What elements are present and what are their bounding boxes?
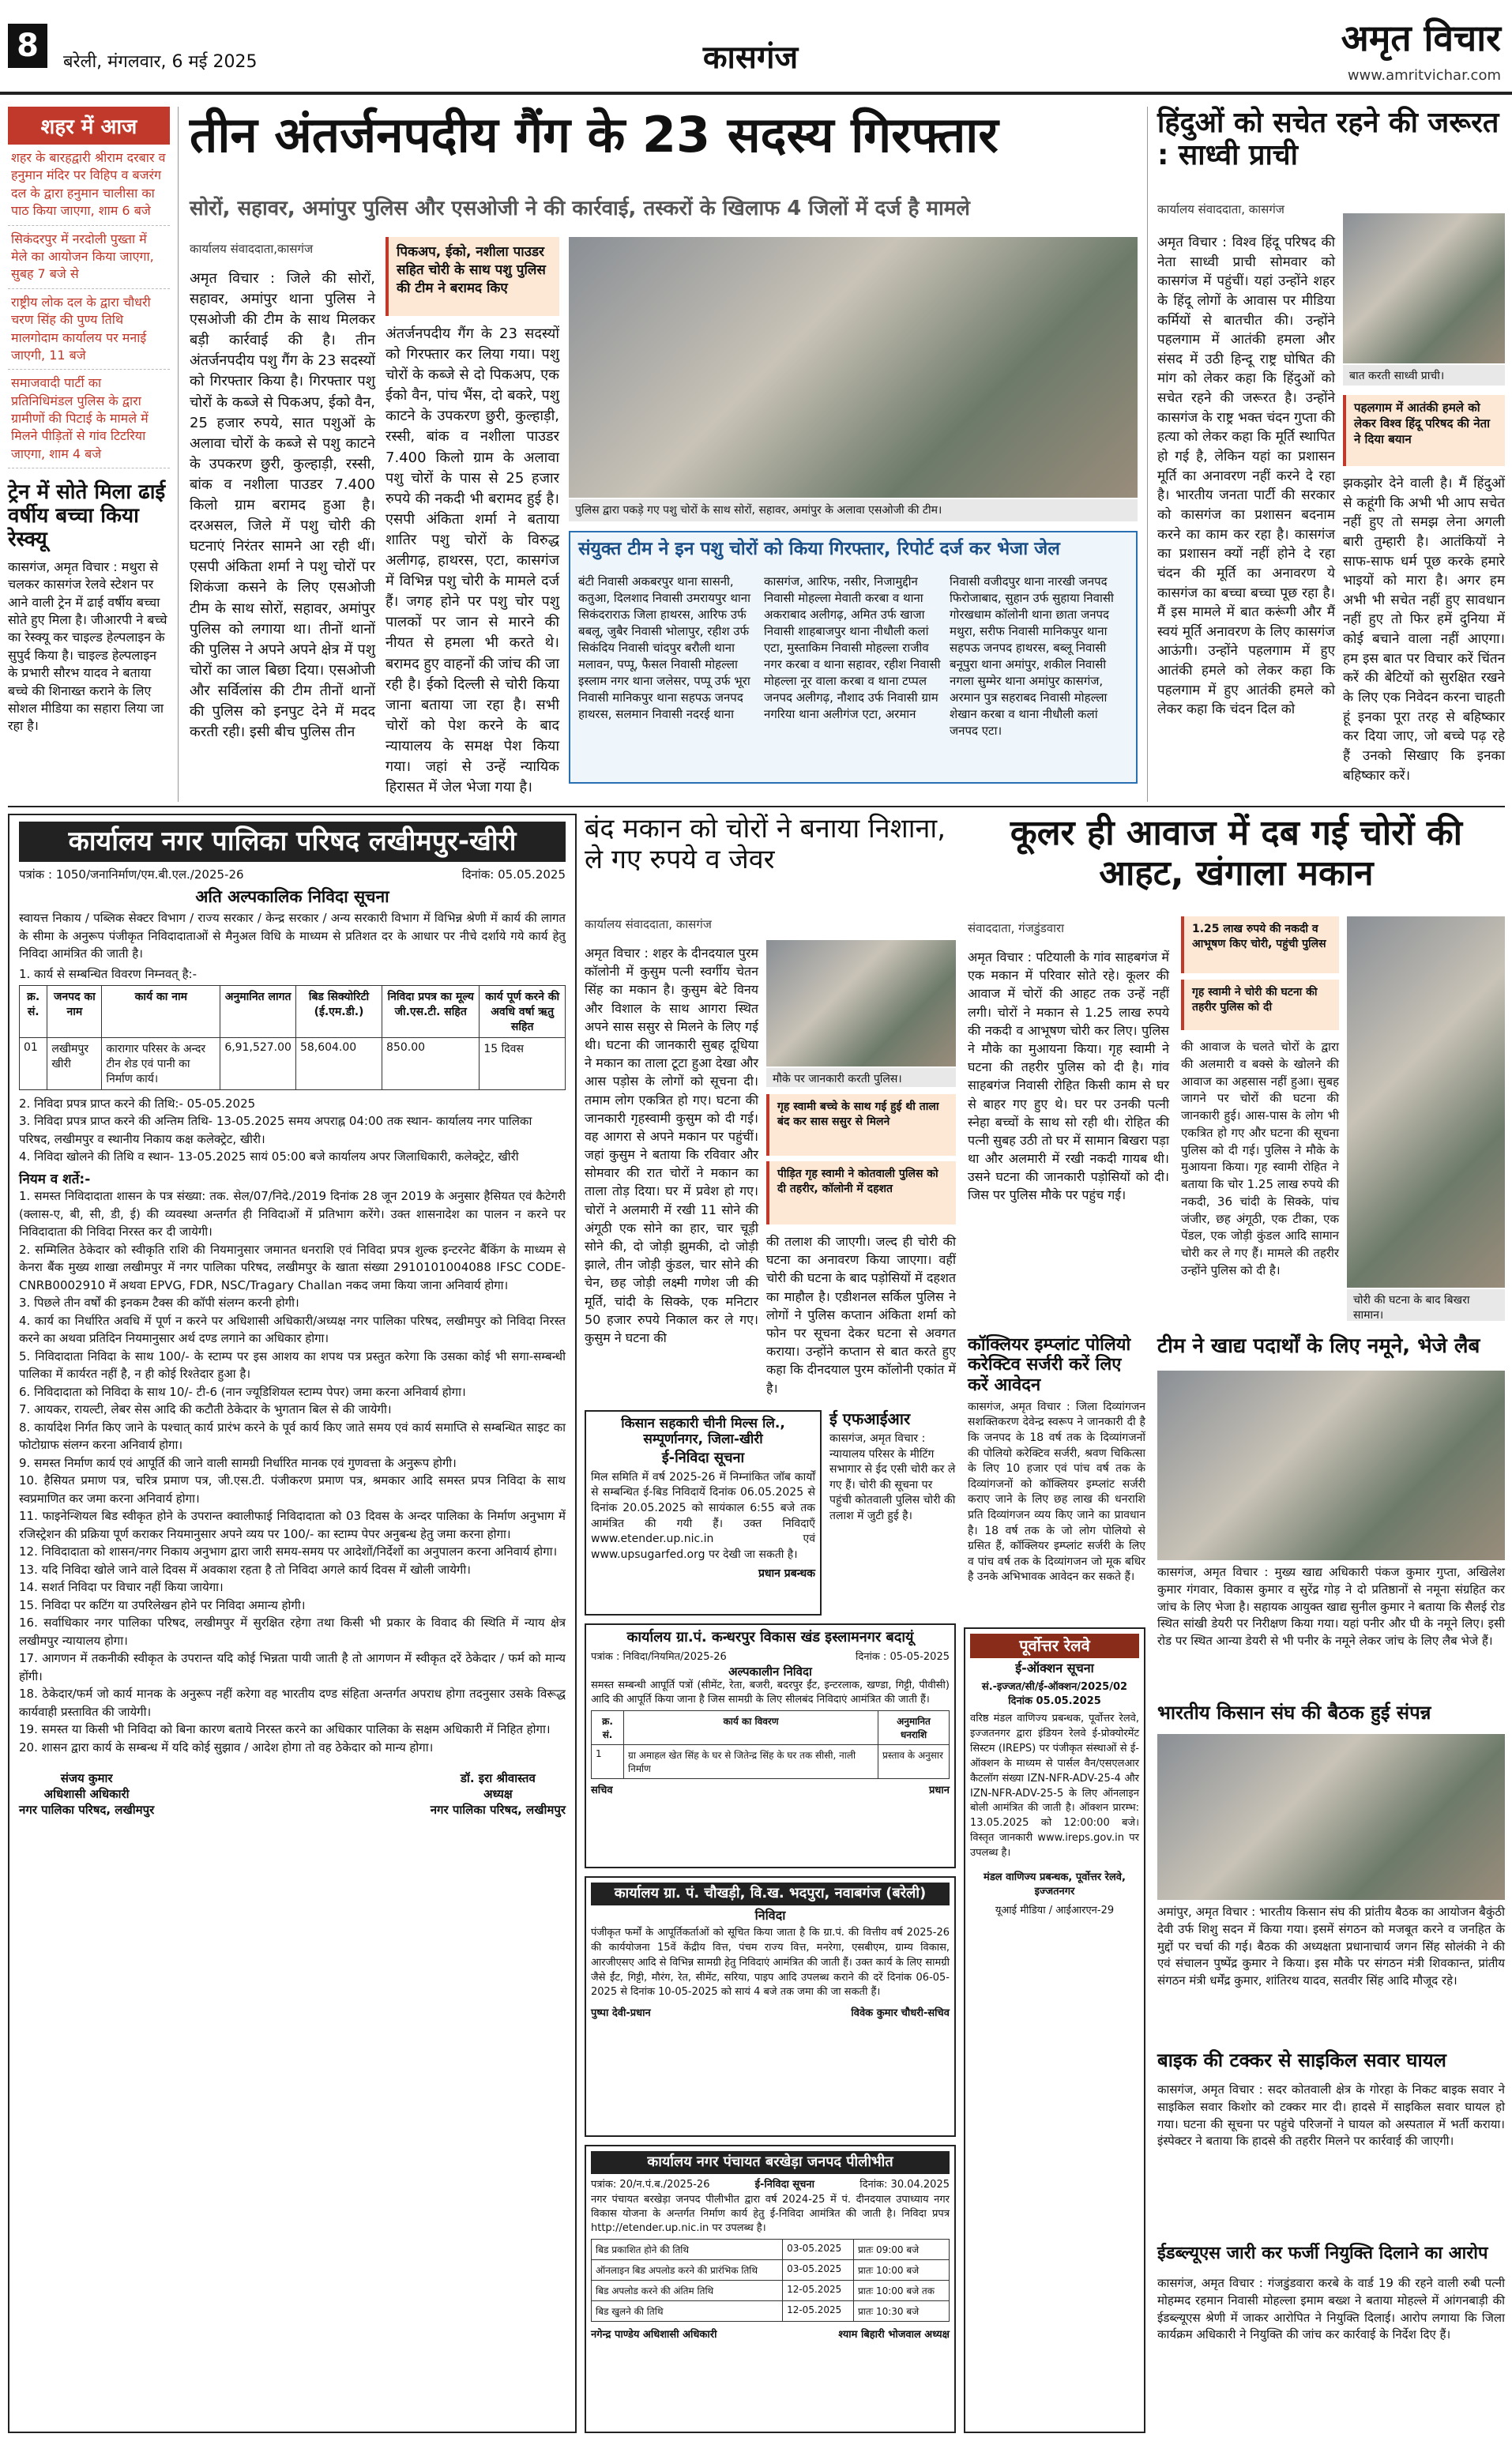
kanchanpur-sign-right: प्रधान [929, 1785, 950, 1797]
table-row [592, 2260, 950, 2281]
table-cell: 12-05.2025 [783, 2281, 854, 2301]
lead-pointer: पिकअप, ईको, नशीला पाउडर सहित चोरी के साथ पशु पुलिस की टीम ने बरामद किए [386, 237, 559, 316]
lakhimpur-notice [8, 814, 577, 2433]
table-cell: 6,91,527.00 [220, 1037, 296, 1089]
cooler-column-1: अमृत विचार : पटियाली के गांव साहबगंज में एक मकान में परिवार सोते रहे। कूलर की आवाज में चोरों की आहट तक उन्हें नहीं लगी। चोरों ने मकान से 1.25 लाख रुपये की नकदी व आभूषण चोरी कर लिए। पुलिस ने मौके का मुआयना किया। गृह स्वामी ने घटना की तहरीर पुलिस को दी है। गांव साहबगंज निवासी रोहित किसी काम से घर से बाहर गए हुए थे। घर पर उनकी पत्नी स्नेहा बच्चों के साथ सो रही थी। रोहित की पत्नी सुबह उठी तो घर में सामान बिखरा पड़ा था और अलमारी में रखी नकदी गायब थी। उसने घटना की जानकारी पड़ोसियों को दी। जिस पर पुलिस मौके पर पहुंच गई। [968, 950, 1169, 1203]
right-headline: हिंदुओं को सचेत रहने की जरूरत : साध्वी प्राची [1157, 107, 1499, 172]
kisan-body: मिल समिति में वर्ष 2025-26 में निम्नांकित जॉब कार्यों से सम्बन्धित ई-बिड निविदायें दिनांक 06.05.2025 से दिनांक 20.05.2025 को सायंकाल 6:55 बजे तक आमंत्रित की गयी हैं। उक्त निविदाएँ www.etender.up.nic.in एवं www.upsugarfed.org पर देखी जा सकती है। [591, 1470, 815, 1561]
kanchanpur-ref: पत्रांक : निविदा/नियमित/2025-26 [591, 1650, 727, 1663]
table-cell: 850.00 [382, 1037, 480, 1089]
sidebar [8, 107, 170, 802]
cooler-column-2: की आवाज के चलते चोरों के द्वारा की अलमारी व बक्से के खोलने की आवाज का अहसास नहीं हुआ। सुबह जागने पर चोरों की घटना की जानकारी हुई। आस-पास के लोग भी एकत्रित हो गए और घटना की सूचना पुलिस को दी गई। पुलिस ने मौके के मुआयना किया। गृह स्वामी रोहित ने बताया कि चोर 1.25 लाख रुपये की नकदी, 36 चांदी के सिक्के, पांच जंजीर, छह अंगूठी, एक टीका, एक पेंडल, एक जोड़ी कुंडल आदि सामान चोरी कर ले गए हैं। मामले की तहरीर उन्होंने पुलिस को दी है। [1181, 1040, 1339, 1277]
right-column-2: झकझोर देने वाली है। मैं हिंदुओं से कहूंगी कि अभी भी आप सचेत नहीं हुए तो समझ लेना अगली बारी तुम्हारी है। आतंकियों ने साफ-साफ धर्म पूछ करके हमारे भाइयों को मारा है। अगर हम अभी भी सचेत नहीं हुए सावधान नहीं हुए तो फिर हमें दुनिया में कोई बचाने वाला नहीं आएगा। हम इस बात पर विचार करें चिंतन करें की बेटियों को सुरक्षित रखने के लिए एक निवेदन करना चाहती हूं इनका पूरा तरह से बहिष्कार कर दिया जाए, जो बच्चे पढ़ रहे हैं उनको सिखाए कि इनका बहिष्कार करें। [1343, 476, 1505, 784]
sidebar-item: सिकंदरपुर में नरदोली पुख्ता में मेले का आयोजन किया जाएगा, सुबह 7 बजे से [8, 226, 170, 289]
table-cell: 58,604.00 [295, 1037, 382, 1089]
table-row [592, 2240, 950, 2260]
table-cell: बिड अपलोड करने की अंतिम तिथि [592, 2281, 783, 2301]
table-header: अनुमानित धनराशि [878, 1711, 950, 1745]
signature-left [19, 1770, 154, 1818]
barkheda-schedule [591, 2239, 950, 2322]
barkheda-title: कार्यालय नगर पंचायत बरखेड़ा जनपद पीलीभीत [591, 2151, 950, 2174]
rule-item: 6. निविदादाता को निविदा के साथ 10/- टी-6 (नान ज्यूडिशियल स्टाम्प पेपर) जमा करना अनिवार्य होगा। [19, 1384, 466, 1399]
table-cell: 1 [592, 1745, 624, 1779]
kisan-sangh-photo [1157, 1734, 1505, 1900]
kisan-sign: प्रधान प्रबन्धक [758, 1567, 815, 1581]
theft-column-2: की तलाश की जाएगी। जल्द ही चोरी की घटना का अनावरण किया जाएगा। वहीं चोरी की घटना के बाद पड़ोसियों में दहशत का माहौल है। एडीशनल सर्किल पुलिस ने लोगों ने पुलिस कप्तान अंकिता शर्मा को फोन पर सूचना देकर घटना से अवगत कराया। उन्होंने कप्तान से बात करते हुए कहा कि दीनदयाल पुरम कॉलोनी एकांत में है। [766, 1234, 956, 1396]
table-header: कार्य का नाम [102, 985, 220, 1037]
chaukhadi-sign-left: पुष्पा देवी-प्रधान [591, 2007, 651, 2020]
food-body: कासगंज, अमृत विचार : मुख्य खाद्य अधिकारी पंकज कुमार गुप्ता, अखिलेश कुमार गंगवार, विकास कुमार व सुरेंद्र गोड़ ने दो प्रतिष्ठानों से नमूना संग्रहित कर जांच के लिए भेजा है। सहायक आयुक्त खाद्य सुनील कुमार ने बताया कि सैलई रोड स्थित सांखी डेयरी पर निरीक्षण किया गया। यहां पनीर और घी के नमूने लिए। इसी रोड पर स्थित आन्या डेयरी से भी पनीर के नमूने लेकर जांच के लिए लैब भेजे हैं। [1157, 1565, 1505, 1648]
rules-title: नियम व शर्ते:- [19, 1171, 91, 1187]
theft-column-1: अमृत विचार : शहर के दीनदयाल पुरम कॉलोनी में कुसुम पत्नी स्वर्गीय चेतन सिंह का मकान है। कुसुम बेटे विनय और विशाल के साथ आगरा स्थित अपने सास ससुर से मिलने के लिए गई थी। घटना की जानकारी सुबह दूधिया ने मकान का ताला टूटा हुआ देखा और आस पड़ोस के लोगों को सूचना दी। तमाम लोग एकत्रित हो गए। घटना की जानकारी गृहस्वामी कुसुम को दी गई। वह आगरा से अपने मकान पर पहुंचीं। जहां कुसुम ने बताया कि रविवार और सोमवार की रात चोरों ने मकान का ताला तोड़ दिया। घर में प्रवेश हो गए। चोरों ने अलमारी में रखी 11 सोने की अंगूठी एक सोने का हार, चार चूड़ी सोने की, दो जोड़ी झुमकी, दो जोड़ी झाले, तीन जोड़ी कुंडल, चार सोने की चेन, छह जोड़ी लक्ष्मी गणेश जी की मूर्ति, चांदी के सिक्के, एक मनिटार 50 हजार रुपये निकाल कर ले गए। कुसुम ने घटना की [585, 946, 758, 1345]
kisan-sangh-headline: भारतीय किसान संघ की बैठक हुई संपन्न [1157, 1702, 1431, 1724]
theft-photo [766, 940, 956, 1066]
divider [1147, 107, 1148, 802]
rule-item: 13. यदि निविदा खोले जाने वाले दिवस में अवकाश रहता है तो निविदा अगले कार्य दिवस में खोली जायेगी। [19, 1562, 471, 1577]
notice-subtitle: अति अल्पकालिक निविदा सूचना [195, 887, 389, 907]
rule-item: 1. समस्त निविदादाता शासन के पत्र संख्या: तक. सेल/07/निदे./2019 दिनांक 28 जून 2019 के अनुसार हैसियत एवं कैटेगरी (क्लास-ए, बी, सी, डी, ई) की व्यवस्था अन्तर्गत ही निविदाओं में प्रतिभाग करेंगे। उक्त शासनादेश का पालन न करने पर निविदादाता की निविदा निरस्त कर दी जायेगी। [19, 1189, 566, 1239]
right-byline: कार्यालय संवाददाता, कासगंज [1157, 202, 1284, 216]
masthead [0, 0, 1512, 95]
railway-body: वरिष्ठ मंडल वाणिज्य प्रबन्धक, पूर्वोत्तर रेलवे, इज्जतनगर द्वारा इंडियन रेलवे ई-प्रोक्योरमेंट सिस्टम (IREPS) पर पंजीकृत संस्थाओं से ई-ऑक्शन के माध्यम से पार्सल वैन/एसएलआर कैटलॉग संख्या IZN-NFR-ADV-25-4 और IZN-NFR-ADV-25-5 के लिए ऑनलाइन बोली आमंत्रित की जाती है। ऑक्शन प्रारम्भ: 13.05.2025 को 12:00:00 बजे। विस्तृत जानकारी www.ireps.gov.in पर उपलब्ध है। [970, 1713, 1139, 1859]
rule-item: 10. हैसियत प्रमाण पत्र, चरित्र प्रमाण पत्र, जी.एस.टी. पंजीकरण प्रमाण पत्र, श्रमकार आदि समस्त प्रपत्र निविदा के साथ स्वप्रमाणित कर जमा करना अनिवार्य होगा। [19, 1473, 566, 1506]
theft-byline: कार्यालय संवाददाता, कासगंज [585, 917, 712, 931]
cooler-byline: संवाददाता, गंजडुंडवारा [968, 921, 1065, 935]
lead-photo [569, 237, 1138, 498]
theft-photo-caption: मौके पर जानकारी करती पुलिस। [766, 1068, 956, 1087]
theft-pointer-1: गृह स्वामी बच्चे के साथ गई हुई थी ताला बंद कर सास ससुर से मिलने [766, 1094, 956, 1156]
rule-item: 4. कार्य का निर्धारित अवधि में पूर्ण न करने पर अधिशासी अधिकारी/अध्यक्ष नगर पालिका परिषद, लखीमपुर को निविदा निरस्त करने का अथवा प्रतिदिन नियमानुसार अर्थ दण्ड लगाने का अधिकार होगा। [19, 1313, 566, 1346]
food-photo [1157, 1371, 1505, 1560]
cooler-pointer-2: गृह स्वामी ने चोरी की घटना की तहरीर पुलिस को दी [1181, 980, 1339, 1030]
table-row [592, 1745, 950, 1779]
kisan-title: किसान सहकारी चीनी मिल्स लि., सम्पूर्णानगर, जिला-खीरी [621, 1416, 785, 1447]
rule-item: 2. सम्मिलित ठेकेदार को स्वीकृति राशि की नियमानुसार जमानत धनराशि एवं निविदा प्रपत्र शुल्क इन्टरनेट बैंकिंग के माध्यम से केनरा बैंक मुख्य शाखा लखीमपुर में नगर पालिका परिषद, लखीमपुर के खाता संख्या 2910101004088 IFSC CODE- CNRB0002910 में अथवा EPVG, FDR, NSC/Tragary Challan नकद जमा किया जाना अनिवार्य होगा। [19, 1242, 566, 1292]
efir-headline: ई एफआईआर [829, 1409, 911, 1428]
kisan-subtitle: ई-निविदा सूचना [661, 1450, 745, 1467]
divider [8, 806, 1505, 807]
table-cell: 01 [20, 1037, 47, 1089]
railway-ref: सं.-इज्जत/सी/ई-ऑक्शन/2025/02 दिनांक 05.05.2025 [981, 1681, 1128, 1708]
notice-date: दिनांक: 05.05.2025 [461, 867, 566, 882]
sidebar-item: समाजवादी पार्टी का प्रतिनिधिमंडल पुलिस के द्वारा ग्रामीणों की पिटाई के मामले में मिलने पीड़ितों से गांव टिटरिया जाएगा, शाम 4 बजे [8, 370, 170, 468]
chaukhadi-title: कार्यालय ग्रा. पं. चौखड़ी, वि.ख. भदपुरा, नवाबगंज (बरेली) [591, 1883, 950, 1905]
barkheda-notice [585, 2145, 956, 2433]
divyang-body: कासगंज, अमृत विचार : जिला दिव्यांगजन सशक्तिकरण देवेन्द्र स्वरूप ने जानकारी दी है कि जनपद के 18 वर्ष तक के दिव्यांगजनों की पोलियो करेक्टिव सर्जरी, श्रवण चिकित्सा के लिए 10 हजार एवं पांच वर्ष तक के दिव्यांगजनों को कॉक्लियर इम्प्लांट सर्जरी कराए जाने के लिए छह लाख की धनराशि प्रति दिव्यांगजन व्यय किए जाने का प्रावधान है। 18 वर्ष तक के जो लोग पोलियो से ग्रसित हैं, कॉक्लियर इम्प्लांट सर्जरी के लिए व पांच वर्ष तक के दिव्यांगजन जो मूक बधिर है उनके अभिभावक आवेदन कर सकते हैं। [968, 1400, 1145, 1584]
sidebar-item: शहर के बारहद्वारी श्रीराम दरबार व हनुमान मंदिर पर विहिप व बजरंग दल के द्वारा हनुमान चालीसा का पाठ किया जाएगा, शाम 6 बजे [8, 145, 170, 226]
rule-item: 12. निविदादाता को शासन/नगर निकाय अनुभाग द्वारा जारी समय-समय पर आदेशों/निर्देशों का अनुपालन करना अनिवार्य होगा। [19, 1544, 558, 1559]
team-col-1: बंटी निवासी अकबरपुर थाना सासनी, कतुआ, दिलशाद निवासी उमरायपुर थाना सिकंदराराऊ जिला हाथरस, आरिफ उर्फ बबलू, जुबैर निवासी भोलापुर, रहीश उर्फ सिकंदिय निवासी चांदपुर बरौली थाना मलावन, पप्पू, फैसल निवासी मोहल्ला इस्लाम नगर थाना जलेसर, पप्पू उर्फ भूरा निवासी मानिकपुर थाना सहपऊ जनपद हाथरस, सलमान निवासी नदरई थाना [578, 574, 751, 721]
sidebar-story-headline: ट्रेन में सोते मिला ढाई वर्षीय बच्चा किया रेस्क्यू [8, 480, 166, 552]
table-cell: प्रातः 10:30 बजे [853, 2301, 949, 2322]
table-row [592, 2301, 950, 2322]
rule-item: 3. पिछले तीन वर्षों की इनकम टैक्स की कॉपी संलग्न करनी होगी। [19, 1296, 299, 1311]
signature-title: अध्यक्ष [483, 1787, 513, 1802]
cooler-photo-caption: चोरी की घटना के बाद बिखरा सामान। [1347, 1289, 1505, 1321]
right-photo [1343, 213, 1505, 363]
rule-item: 7. आयकर, रायल्टी, लेबर सेस आदि की कटौती ठेकेदार के भुगतान बिल से की जायेगी। [19, 1402, 392, 1417]
rule-item: 16. सर्वाधिकार नगर पालिका परिषद, लखीमपुर में सुरक्षित रहेगा तथा किसी भी प्रकार के विवाद की स्थिति में न्याय क्षेत्र लखीमपुर न्यायालय होगा। [19, 1616, 566, 1648]
team-col-2: कासगंज, आरिफ, नसीर, निजामुद्दीन निवासी मोहल्ला मेवाती करबा व थाना अकराबाद अलीगढ़, अमित उर्फ खाजा निवासी शाहबाजपुर थाना नीधौली कलां एटा, मुस्ताकिम निवासी मोहल्ला राजीव नगर करबा व थाना सहावर, रहीश निवासी मोहल्ला नूर वाला करबा व थाना टप्पल जनपद अलीगढ़, नौशाद उर्फ निवासी ग्राम नगरिया थाना अलीगंज एटा, अरमान [764, 574, 941, 721]
table-header: कार्य पूर्ण करने की अवधि वर्षा ऋतु सहित [480, 985, 566, 1037]
bike-headline: बाइक की टक्कर से साइकिल सवार घायल [1157, 2049, 1446, 2071]
barkheda-date: दिनांक: 30.04.2025 [859, 2178, 950, 2191]
table-row [20, 1037, 566, 1089]
table-header: निविदा प्रपत्र का मूल्य जी.एस.टी. सहित [382, 985, 480, 1037]
rule-item: 8. कार्यादेश निर्गत किए जाने के पश्चात् कार्य प्रारंभ करने के पूर्व कार्य किए जाते समय एवं कार्य समाप्ति से सम्बन्धित साइट का फोटोग्राफ संलग्न करना अनिवार्य होगा। [19, 1420, 566, 1453]
table-header: कार्य का विवरण [624, 1711, 878, 1745]
dateline: बरेली, मंगलवार, 6 मई 2025 [63, 52, 258, 72]
kanchanpur-subtitle: अल्पकालीन निविदा [728, 1664, 812, 1679]
notice-table [19, 985, 566, 1090]
kisan-notice [585, 1410, 822, 1616]
barkheda-ref: पत्रांक: 20/न.पं.ब./2025-26 [591, 2178, 710, 2191]
notice-table-heading: 1. कार्य से सम्बन्धित विवरण निम्नवत् है:- [19, 966, 197, 981]
table-cell: 03-05.2025 [783, 2260, 854, 2281]
right-column-1: अमृत विचार : विश्व हिंदू परिषद की नेता साध्वी प्राची सोमवार को कासगंज में पहुंचीं। यहां उन्होंने शहर के हिंदू लोगों के आवास पर मीडिया कर्मियों से बातचीत की। उन्होंने पहलगाम में आतंकी हमला और संसद में उठी हिन्दू राष्ट्र घोषित की मांग को लेकर कहा कि हिंदुओं को सचेत रहने की जरूरत है। उन्होंने कासगंज के राष्ट्र भक्त चंदन गुप्ता की हत्या को लेकर कहा कि मूर्ति स्थापित हो गई है, लेकिन यहां का प्रशासन मूर्ति का अनावरण नहीं करने दे रहा है। भारतीय जनता पार्टी की सरकार को कासगंज का प्रशासन बदनाम करने का काम कर रहा है। कासगंज का प्रशासन क्यों नहीं होने दे रहा चंदन की मूर्ति का अनावरण ये कासगंज का बच्चा बच्चा पूछ रहा है। मैं इस मामले में बात करूंगी और मैं स्वयं मूर्ति अनावरण के लिए कासगंज आऊंगी। उन्होंने पहलगाम में हुए आतंकी हमले को लेकर कहा कि पहलगाम में हुए आतंकी हमले को लेकर कहा कि चंदन दिल को [1157, 235, 1335, 718]
efir-story [829, 1410, 956, 1616]
railway-subtitle: ई-ऑक्शन सूचना [1015, 1661, 1094, 1676]
team-box [569, 531, 1138, 784]
kanchanpur-date: दिनांक : 05-05-2025 [855, 1650, 950, 1663]
table-cell: प्रातः 09:00 बजे [853, 2240, 949, 2260]
bike-body: कासगंज, अमृत विचार : सदर कोतवाली क्षेत्र के गोरहा के निकट बाइक सवार ने साइकिल सवार किशोर को टक्कर मार दी। हादसे में साइकिल सवार घायल हो गया। घटना की सूचना पर पहुंचे परिजनों ने घायल को अस्पताल में भर्ती कराया। इंस्पेक्टर ने बताया कि हादसे की तहरीर मिलने पर कार्रवाई की जाएगी। [1157, 2082, 1505, 2149]
section-title: कासगंज [702, 39, 799, 76]
kanchanpur-notice [585, 1623, 956, 1868]
table-cell: प्रातः 10:00 बजे तक [853, 2281, 949, 2301]
railway-sign: मंडल वाणिज्य प्रबन्धक, पूर्वोत्तर रेलवे, इज्जतनगर [984, 1871, 1126, 1898]
rule-item: 9. समस्त निर्माण कार्य एवं आपूर्ति की जाने वाली सामग्री निर्धारित मानक एवं गुणवत्ता के अनुरूप होगी। [19, 1455, 457, 1470]
barkheda-body: नगर पंचायत बरखेड़ा जनपद पीलीभीत द्वारा वर्ष 2024-25 में पं. दीनदयाल उपाध्याय नगर विकास योजना के अन्तर्गत निर्माण कार्य हेतु ई-निविदा आमंत्रित की जाती है। निविदा प्रपत्र http://etender.up.nic.in पर उपलब्ध है। [591, 2193, 950, 2235]
page-number: 8 [8, 24, 47, 68]
signature-right [431, 1770, 566, 1818]
food-headline: टीम ने खाद्य पदार्थों के लिए नमूने, भेजे लैब [1157, 1334, 1480, 1358]
table-cell: 03-05.2025 [783, 2240, 854, 2260]
table-cell: 12-05.2025 [783, 2301, 854, 2322]
lead-headline: तीन अंतर्जनपदीय गैंग के 23 सदस्य गिरफ्तार [190, 106, 999, 164]
signature-org: नगर पालिका परिषद, लखीमपुर [19, 1803, 155, 1818]
notice-title: कार्यालय नगर पालिका परिषद लखीमपुर-खीरी [19, 822, 566, 862]
table-cell: बिड प्रकाशित होने की तिथि [592, 2240, 783, 2260]
kanchanpur-sign-left: सचिव [591, 1785, 613, 1797]
website: www.amritvichar.com [1347, 67, 1501, 84]
officer-body: कासगंज, अमृत विचार : गंजडुंडवारा करबे के वार्ड 19 की रहने वाली रुबी पत्नी मोहम्मद रहमान निवासी मोहल्ला इमाम बख्श ने बताया मोहल्ले में आंगनबाड़ी की ईडब्ल्यूएस श्रेणी में जाकर आरोपित ने नियुक्ति दिलाई। आरोप लगाया कि जिला कार्यक्रम अधिकारी ने नियुक्ति की जांच कर कार्रवाई के निर्देश दिए हैं। [1157, 2276, 1505, 2342]
signature-org: नगर पालिका परिषद, लखीमपुर [430, 1803, 566, 1818]
barkheda-subtitle: ई-निविदा सूचना [754, 2178, 815, 2191]
chaukhadi-sign-right: विवेक कुमार चौधरी-सचिव [851, 2007, 950, 2020]
rule-item: 14. सशर्त निविदा पर विचार नहीं किया जायेगा। [19, 1580, 224, 1595]
rule-item: 18. ठेकेदार/फर्म जो कार्य मानक के अनुरूप नहीं करेगा वह भारतीय दण्ड संहिता अन्तर्गत अपराध होगा तदनुसार उसके विरूद्ध कार्यवाही प्रस्तावित की जायेगी। [19, 1687, 566, 1719]
table-row [592, 2281, 950, 2301]
team-col-3: निवासी वजीदपुर थाना नारखी जनपद फिरोजाबाद, सुहान उर्फ सुहाया निवासी गोरखधाम कॉलोनी थाना छाता जनपद मथुरा, सरीफ निवासी मानिकपुर थाना सहपऊ जनपद हाथरस, बब्लू निवासी बनूपुरा थाना अमांपुर, शकील निवासी नगला सुम्मेर थाना अमांपुर कासगंज, अरमान पुत्र सहराबद निवासी मोहल्ला शेखान करबा व थाना नीधौली कलां जनपद एटा। [950, 574, 1114, 738]
lead-photo-caption: पुलिस द्वारा पकड़े गए पशु चोरों के साथ सोरों, सहावर, अमांपुर के अलावा एसओजी की टीम। [569, 499, 1138, 521]
table-cell: 15 दिवस [480, 1037, 566, 1089]
officer-headline: ईडब्ल्यूएस जारी कर फर्जी नियुक्ति दिलाने का आरोप [1157, 2244, 1488, 2263]
table-header: क्र. सं. [592, 1711, 624, 1745]
kisan-sangh-body: अमांपुर, अमृत विचार : भारतीय किसान संघ की प्रांतीय बैठक का आयोजन बैकुंठी देवी उर्फ शिशु सदन में किया गया। इसमें संगठन को मजबूत करने व जनहित के मुद्दों पर चर्चा की गई। बैठक की अध्यक्षता प्रधानाचार्य जगन सिंह सोलंकी ने की एवं संचालन पुष्पेंद्र कुमार ने किया। इस मौके पर संगठन मंत्री शिवकान्त, प्रांतीय संगठन मंत्री धर्मेंद्र कुमार, शांतिरथ यादव, सतवीर सिंह आदि मौजूद रहे। [1157, 1905, 1505, 1988]
table-header: अनुमानित लागत [220, 985, 296, 1037]
railway-notice [964, 1627, 1145, 2433]
table-cell: बिड खुलने की तिथि [592, 2301, 783, 2322]
lead-column-1: अमृत विचार : जिले की सोरों, सहावर, अमांपुर थाना पुलिस ने एसओजी की टीम के साथ मिलकर बड़ी कार्रवाई की है। तीन अंतर्जनपदीय पशु गैंग के 23 सदस्यों को गिरफ्तार किया है। गिरफ्तार पशु चोरों के कब्जे से पिकअप, ईको वैन, 25 हजार रुपये, सात पशुओं के अलावा चोरों के कब्जे से पशु काटने के उपकरण छुरी, कुल्हाड़ी, रस्सी, बांक व नशीला पाउडर 7.400 किलो ग्राम बरामद हुआ है। दरअसल, जिले में पशु चोरी की घटनाएं निरंतर सामने आ रही थीं। एसपी अंकिता शर्मा ने पशु चोरों पर शिकंजा कसने के लिए एसओजी टीम के साथ सोरों, सहावर, अमांपुर पुलिस को लगाया था। तीनों थानों की पुलिस ने अपने अपने क्षेत्र में पशु चोरों का जाल बिछा दिया। एसओजी और सर्विलांस की टीम तीनों थानों की पुलिस को इनपुट देने में मदद करती रही। इसी बीच पुलिस तीन [190, 270, 375, 741]
lead-byline: कार्यालय संवाददाता,कासगंज [190, 242, 314, 256]
table-cell: प्रातः 10:00 बजे [853, 2260, 949, 2281]
notice-line: 4. निविदा खोलने की तिथि व स्थान- 13-05.2025 सायं 05:00 बजे कार्यालय अपर जिलाधिकारी, कलेक्ट्रेट, खीरी [19, 1149, 519, 1164]
signature-title: अधिशासी अधिकारी [43, 1787, 130, 1802]
railway-footer: यूआई मीडिया / आईआरएन-29 [995, 1904, 1115, 1917]
table-cell: प्रस्ताव के अनुसार [878, 1745, 950, 1779]
right-photo-caption: बात करती साध्वी प्राची। [1343, 365, 1505, 386]
chaukhadi-body: पंजीकृत फर्मों के आपूर्तिकर्ताओं को सूचित किया जाता है कि ग्रा.पं. की वित्तीय वर्ष 2025-26 की कार्ययोजना 15वें केंद्रीय वित्त, पंचम राज्य वित्त, मनरेगा, एसबीएम, ग्राम्य विकास, आरजीएसए आदि से विभिन्न सामग्री हेतु निविदाएं आमंत्रित की जाती हैं। उक्त कार्य के लिए सामग्री जैसे ईंट, गिट्टी, मौरंग, रेत, सीमेंट, सरिया, पाइप आदि उपलब्ध कराने की दरें दिनांक 06-05-2025 से दिनांक 10-05-2025 को सायं 4 बजे तक जमा की जा सकती हैं। [591, 1927, 950, 1999]
right-pointer: पहलगाम में आतंकी हमले को लेकर विश्व हिंदू परिषद की नेता ने दिया बयान [1343, 395, 1505, 466]
rule-item: 15. निविदा पर कटिंग या उपरिलेखन होने पर निविदा अमान्य होगी। [19, 1597, 306, 1612]
cooler-pointer-1: 1.25 लाख रुपये की नकदी व आभूषण किए चोरी, पहुंची पुलिस [1181, 916, 1339, 973]
efir-body: कासगंज, अमृत विचार : न्यायालय परिसर के मीटिंग सभागार से ईद एसी चोरी कर ले गए हैं। चोरी की सूचना पर पहुंची कोतवाली पुलिस चोरी की तलाश में जुटी हुई है। [829, 1432, 956, 1522]
lead-subheadline: सोरों, सहावर, अमांपुर पुलिस और एसओजी ने की कार्रवाई, तस्करों के खिलाफ 4 जिलों में दर्ज है मामले [190, 197, 970, 220]
divyang-headline: कॉक्लियर इम्प्लांट पोलियो करेक्टिव सर्जरी करें लिए करें आवेदन [968, 1335, 1131, 1395]
notice-ref: पत्रांक : 1050/जनानिर्माण/एम.बी.एल./2025-26 [19, 867, 244, 882]
kanchanpur-table [591, 1710, 950, 1779]
cooler-photo [1347, 916, 1505, 1288]
sidebar-item: राष्ट्रीय लोक दल के द्वारा चौधरी चरण सिंह की पुण्य तिथि मालगोदाम कार्यालय पर मनाई जाएगी, 11 बजे [8, 289, 170, 371]
team-box-headline: संयुक्त टीम ने इन पशु चोरों को किया गिरफ्तार, रिपोर्ट दर्ज कर भेजा जेल [578, 539, 1060, 559]
signature-name: संजय कुमार [60, 1771, 113, 1786]
notice-intro: स्वायत्त निकाय / पब्लिक सेक्टर विभाग / राज्य सरकार / केन्द्र सरकार / अन्य सरकारी विभाग में विभिन्न श्रेणी में कार्य की लागत के सीमा के अनुरूप पंजीकृत निविदादाताओं से मैनुअल विधि के माध्यम से प्रतिशत दर के आधार पर नीचे दर्शाये गये कार्य हेतु निविदा आमंत्रित की जाती है। [19, 911, 566, 961]
barkheda-sign-left: नगेन्द्र पाण्डेय अधिशासी अधिकारी [591, 2329, 717, 2342]
rule-item: 5. निविदादाता निविदा के साथ 100/- के स्टाम्प पर इस आशय का शपथ पत्र प्रस्तुत करेगा कि उसका कोई भी सगा-सम्बन्धी पालिका में कार्यरत नहीं है, न ही कोई रिश्तेदार हुआ है। [19, 1349, 566, 1382]
sidebar-title: शहर में आज [8, 107, 170, 145]
theft-headline: बंद मकान को चोरों ने बनाया निशाना, ले गए रुपये व जेवर [585, 813, 946, 876]
table-header: क्र. सं. [20, 985, 47, 1037]
theft-pointer-2: पीड़ित गृह स्वामी ने कोतवाली पुलिस को दी तहरीर, कॉलोनी में दहशत [766, 1161, 956, 1224]
table-header: बिड सिक्योरिटी (ई.एम.डी.) [295, 985, 382, 1037]
paper-logo: अमृत विचार [1341, 17, 1501, 59]
chaukhadi-notice [585, 1876, 956, 2137]
cooler-headline: कूलर ही आवाज में दब गई चोरों की आहट, खंगाला मकान [1010, 813, 1463, 893]
railway-title: पूर्वोत्तर रेलवे [970, 1634, 1139, 1658]
barkheda-sign-right: श्याम बिहारी भोजवाल अध्यक्ष [838, 2329, 950, 2342]
table-cell: ऑनलाइन बिड अपलोड करने की प्रारंभिक तिथि [592, 2260, 783, 2281]
kanchanpur-body: समस्त सम्बन्धी आपूर्ति पत्रों (सीमेंट, रेता, बजरी, बदरपुर ईंट, इन्टरलाक, खण्डा, गिट्टी, पीवीसी) आदि की आपूर्ति किया जाना है जिस सामग्री के लिए सीलबंद निविदाएं आमंत्रित की जाती हैं। [591, 1679, 950, 1706]
rule-item: 11. फाइनेन्शियल बिड स्वीकृत होने के उपरान्त क्वालीफाई निविदादाता को 03 दिवस के अन्दर पालिका के निर्माण अनुभाग में रजिस्ट्रेशन की प्रक्रिया पूर्ण कराकर नियमानुसार अपने व्यय पर 100/- का स्टाम्प पेपर अनुबन्ध हेतु जमा करना होगा। [19, 1509, 566, 1541]
rule-item: 20. शासन द्वारा कार्य के सम्बन्ध में यदि कोई सुझाव / आदेश होगा तो वह ठेकेदार को मान्य होगा। [19, 1740, 434, 1755]
table-cell: ग्रा अमाहल खेत सिंह के घर से जितेन्द्र सिंह के घर तक सीसी, नाली निर्माण [624, 1745, 878, 1779]
kanchanpur-title: कार्यालय ग्रा.पं. कन्धरपुर विकास खंड इस्लामनगर बदायूं [626, 1629, 914, 1646]
rule-item: 19. समस्त या किसी भी निविदा को बिना कारण बताये निरस्त करने का अधिकार पालिका के सक्षम अधिकारी में निहित होगा। [19, 1722, 551, 1737]
chaukhadi-subtitle: निविदा [754, 1907, 786, 1923]
table-cell: लखीमपुर खीरी [47, 1037, 102, 1089]
sidebar-story-body: कासगंज, अमृत विचार : मथुरा से चलकर कासगंज रेलवे स्टेशन पर आने वाली ट्रेन में ढाई वर्षीय बच्चा सोते हुए मिला है। जीआरपी ने बच्चे का रेस्क्यू कर चाइल्ड हेल्पलाइन के सुपुर्द किया है। चाइल्ड हेल्पलाइन के प्रभारी सौरभ यादव ने बताया बच्चे की शिनाख्त कराने के लिए सोशल मीडिया का सहारा लिया जा रहा है। [8, 559, 167, 734]
divider [178, 107, 179, 802]
signature-name: डॉ. इरा श्रीवास्तव [460, 1771, 536, 1786]
notice-line: 3. निविदा प्रपत्र प्राप्त करने की अन्तिम तिथि- 13-05.2025 समय अपराह्न 04:00 तक स्थान- कार्यालय नगर पालिका परिषद, लखीमपुर व स्थानीय निकाय कक्ष कलेक्ट्रेट, खीरी। [19, 1114, 532, 1146]
lead-column-2: अंतर्जनपदीय गैंग के 23 सदस्यों को गिरफ्तार कर लिया गया। पशु चोरों के कब्जे से दो पिकअप, एक ईको वैन, पांच भैंस, दो बकरे, पशु काटने के उपकरण छुरी, कुल्हाड़ी, रस्सी, बांक व नशीला पाउडर 7.400 किलो ग्राम के अलावा पशु चोरों के पास से 25 हजार रुपये की नकदी भी बरामद हुई है। एसपी अंकिता शर्मा ने बताया शातिर पशु चोरों के विरुद्ध अलीगढ़, हाथरस, एटा, कासगंज में विभिन्न पशु चोरी के मामले दर्ज हैं। जगह होने पर पशु चोर पशु पालकों पर जान से मारने की नीयत से हमला भी करते थे। बरामद हुए वाहनों की जांच की जा रही है। ईको दिल्ली से चोरी किया जाना बताया जा रहा है। सभी चोरों को पेश करने के बाद न्यायालय के समक्ष पेश किया गया। जहां से उन्हें न्यायिक हिरासत में जेल भेजा गया है। [386, 325, 559, 796]
notice-line: 2. निविदा प्रपत्र प्राप्त करने की तिथि:- 05-05.2025 [19, 1096, 256, 1111]
table-cell: कारागार परिसर के अन्दर टीन शेड एवं पानी का निर्माण कार्य। [102, 1037, 220, 1089]
table-header: जनपद का नाम [47, 985, 102, 1037]
divyang-story [968, 1335, 1145, 1619]
rule-item: 17. आगणन में तकनीकी स्वीकृत के उपरान्त यदि कोई भिन्नता पायी जाती है तो आगणन में स्वीकृत दरें ठेकेदार / फर्म को मान्य होंगी। [19, 1651, 566, 1683]
